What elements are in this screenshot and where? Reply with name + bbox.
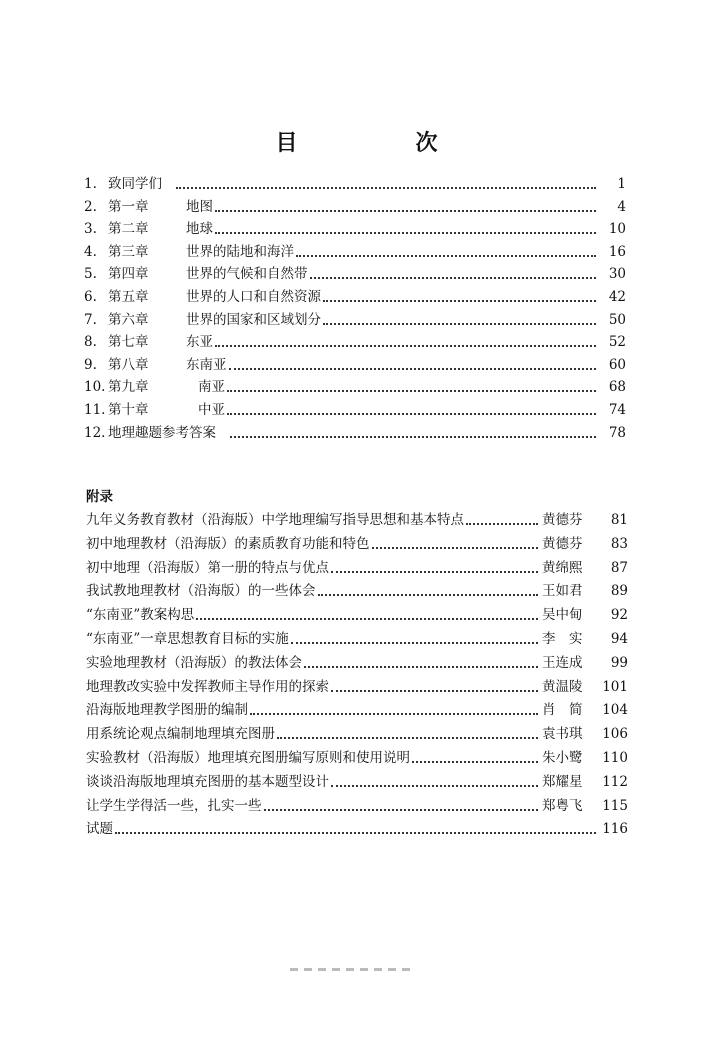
appendix-title: 谈谈沿海版地理填充图册的基本题型设计 bbox=[86, 773, 329, 790]
toc-chapter-name: 世界的人口和自然资源 bbox=[186, 289, 321, 305]
toc-row bbox=[84, 219, 626, 239]
toc-page-number: 10 bbox=[608, 221, 626, 238]
leader-dots bbox=[323, 300, 596, 302]
toc-row bbox=[84, 423, 626, 443]
toc-page-number: 1 bbox=[617, 176, 626, 192]
leader-dots bbox=[296, 255, 596, 257]
toc-chapter: 第一章 bbox=[108, 198, 149, 215]
toc-page-number: 52 bbox=[608, 334, 626, 351]
toc-row bbox=[84, 197, 626, 217]
appendix-title: 地理教改实验中发挥教师主导作用的探索 bbox=[86, 678, 329, 695]
appendix-author: 李 实 bbox=[542, 631, 583, 647]
appendix-title: 九年义务教育教材（沿海版）中学地理编写指导思想和基本特点 bbox=[86, 512, 464, 528]
toc-entry bbox=[84, 423, 228, 443]
leader-dots bbox=[372, 547, 539, 549]
toc-chapter-name: 南亚 bbox=[198, 379, 225, 396]
appendix-title: 用系统论观点编制地理填充图册 bbox=[86, 726, 275, 743]
appendix-page-number: 94 bbox=[610, 631, 628, 647]
appendix-row bbox=[86, 700, 628, 720]
appendix-page-number: 116 bbox=[602, 821, 628, 838]
toc-chapter: 第九章 bbox=[108, 379, 149, 396]
appendix-title: 沿海版地理教学图册的编制 bbox=[86, 702, 248, 719]
appendix-row bbox=[86, 534, 628, 554]
toc-number: 6. bbox=[84, 289, 97, 305]
toc-chapter: 第二章 bbox=[108, 221, 149, 238]
toc-chapter-name: 世界的气候和自然带 bbox=[186, 266, 308, 283]
toc-entry bbox=[84, 355, 227, 375]
leader-dots bbox=[229, 368, 597, 370]
toc-row bbox=[84, 310, 626, 330]
appendix-author: 朱小鹭 bbox=[542, 750, 583, 766]
leader-dots bbox=[331, 571, 538, 573]
toc-number: 3. bbox=[84, 221, 97, 238]
toc-chapter: 第六章 bbox=[108, 311, 149, 328]
appendix-title: 我试教地理教材（沿海版）的一些体会 bbox=[86, 583, 316, 600]
toc-chapter-name: 中亚 bbox=[198, 402, 225, 418]
appendix-row bbox=[86, 605, 628, 625]
toc-number: 8. bbox=[84, 334, 97, 351]
toc-number: 4. bbox=[84, 243, 97, 260]
toc-row bbox=[84, 355, 626, 375]
toc-entry bbox=[84, 242, 294, 262]
appendix-author: 黄德芬 bbox=[542, 512, 583, 528]
leader-dots bbox=[215, 345, 596, 347]
appendix-title: “东南亚”一章思想教育目标的实施 bbox=[86, 631, 289, 647]
leader-dots bbox=[277, 737, 538, 739]
toc-number: 2. bbox=[84, 198, 97, 215]
toc-row bbox=[84, 287, 626, 307]
toc-row bbox=[84, 174, 626, 194]
leader-dots bbox=[196, 618, 538, 620]
toc-entry bbox=[84, 219, 213, 239]
toc-page-number: 42 bbox=[608, 289, 626, 305]
appendix-author: 黄德芬 bbox=[542, 535, 583, 552]
leader-dots bbox=[291, 642, 538, 644]
appendix-title: 让学生学得活一些，扎实一些 bbox=[86, 797, 262, 814]
appendix-author: 肖 简 bbox=[542, 702, 583, 719]
toc-row bbox=[84, 264, 626, 284]
toc-chapter: 地理趣题参考答案 bbox=[108, 424, 216, 441]
toc-row bbox=[84, 400, 626, 420]
leader-dots bbox=[176, 187, 596, 189]
appendix-author: 王如君 bbox=[542, 583, 583, 600]
toc-entry bbox=[84, 264, 308, 284]
appendix-row bbox=[86, 653, 628, 673]
appendix-page-number: 112 bbox=[602, 773, 628, 790]
appendix-author: 黄绵熙 bbox=[542, 559, 583, 576]
toc-entry bbox=[84, 400, 225, 420]
toc-page-number: 60 bbox=[608, 356, 626, 373]
leader-dots bbox=[264, 809, 539, 811]
leader-dots bbox=[230, 436, 596, 438]
appendix-row bbox=[86, 677, 628, 697]
appendix-row bbox=[86, 629, 628, 649]
toc-page-number: 68 bbox=[608, 379, 626, 396]
appendix-author: 郑耀星 bbox=[542, 773, 583, 790]
leader-dots bbox=[227, 390, 596, 392]
toc-chapter-name: 世界的国家和区域划分 bbox=[186, 311, 321, 328]
toc-chapter: 第四章 bbox=[108, 266, 149, 283]
appendix-author: 郑粤飞 bbox=[542, 797, 583, 814]
toc-number: 12. bbox=[84, 424, 106, 441]
appendix-page-number: 89 bbox=[610, 583, 628, 600]
toc-chapter-name: 世界的陆地和海洋 bbox=[186, 243, 294, 260]
toc-chapter-name: 东南亚 bbox=[186, 356, 227, 373]
scan-smudge bbox=[290, 968, 410, 971]
appendix-page-number: 87 bbox=[610, 559, 628, 576]
toc-row bbox=[84, 377, 626, 397]
toc-entry bbox=[84, 377, 225, 397]
appendix-page-number: 92 bbox=[610, 607, 628, 624]
toc-number: 11. bbox=[84, 402, 106, 418]
leader-dots bbox=[466, 523, 538, 525]
toc-page-number: 30 bbox=[608, 266, 626, 283]
toc-page-number: 74 bbox=[608, 402, 626, 418]
toc-number: 7. bbox=[84, 311, 97, 328]
appendix-title: 初中地理（沿海版）第一册的特点与优点 bbox=[86, 559, 329, 576]
page-title: 目 次 bbox=[275, 131, 486, 156]
toc-chapter-name: 东亚 bbox=[186, 334, 213, 351]
leader-dots bbox=[115, 832, 596, 834]
appendix-title: 初中地理教材（沿海版）的素质教育功能和特色 bbox=[86, 535, 370, 552]
toc-entry bbox=[84, 174, 174, 194]
toc-chapter-name: 地图 bbox=[186, 198, 213, 215]
toc-entry bbox=[84, 287, 321, 307]
appendix-title: 试题 bbox=[86, 821, 113, 838]
appendix-row bbox=[86, 510, 628, 530]
toc-row bbox=[84, 332, 626, 352]
leader-dots bbox=[227, 413, 596, 415]
leader-dots bbox=[331, 785, 538, 787]
toc-chapter-name: 地球 bbox=[186, 221, 213, 238]
toc-chapter: 第十章 bbox=[108, 402, 149, 418]
appendix-page-number: 83 bbox=[610, 535, 628, 552]
appendix-heading: 附录 bbox=[86, 489, 113, 505]
appendix-row bbox=[86, 819, 628, 839]
toc-chapter: 第五章 bbox=[108, 289, 149, 305]
toc-number: 1. bbox=[84, 176, 97, 192]
leader-dots bbox=[318, 594, 539, 596]
toc-page-number: 78 bbox=[608, 424, 626, 441]
toc-entry bbox=[84, 197, 213, 217]
toc-entry bbox=[84, 310, 321, 330]
appendix-row bbox=[86, 558, 628, 578]
appendix-row bbox=[86, 581, 628, 601]
toc-page-number: 50 bbox=[608, 311, 626, 328]
leader-dots bbox=[323, 323, 596, 325]
appendix-author: 袁书琪 bbox=[542, 726, 583, 743]
appendix-page-number: 110 bbox=[602, 750, 628, 766]
leader-dots bbox=[412, 761, 538, 763]
appendix-page-number: 99 bbox=[610, 654, 628, 671]
toc-number: 10. bbox=[84, 379, 106, 396]
appendix-row bbox=[86, 772, 628, 792]
appendix-page-number: 81 bbox=[610, 512, 628, 528]
leader-dots bbox=[310, 277, 597, 279]
toc-number: 9. bbox=[84, 356, 97, 373]
appendix-author: 王连成 bbox=[542, 654, 583, 671]
appendix-page-number: 106 bbox=[602, 726, 628, 743]
toc-page-number: 16 bbox=[608, 243, 626, 260]
appendix-title: “东南亚”教案构思 bbox=[86, 607, 195, 624]
toc-chapter: 第七章 bbox=[108, 334, 149, 351]
appendix-page-number: 104 bbox=[602, 702, 628, 719]
appendix-row bbox=[86, 796, 628, 816]
leader-dots bbox=[215, 232, 596, 234]
toc-row bbox=[84, 242, 626, 262]
appendix-page-number: 101 bbox=[602, 678, 628, 695]
appendix-title: 实验地理教材（沿海版）的教法体会 bbox=[86, 654, 302, 671]
toc-chapter: 第八章 bbox=[108, 356, 149, 373]
toc-entry bbox=[84, 332, 213, 352]
appendix-row bbox=[86, 748, 628, 768]
toc-chapter: 第三章 bbox=[108, 243, 149, 260]
appendix-author: 黄温陵 bbox=[542, 678, 583, 695]
appendix-title: 实验教材（沿海版）地理填充图册编写原则和使用说明 bbox=[86, 750, 410, 766]
appendix-author: 吴中甸 bbox=[542, 607, 583, 624]
appendix-row bbox=[86, 724, 628, 744]
leader-dots bbox=[304, 666, 538, 668]
leader-dots bbox=[331, 690, 538, 692]
appendix-page-number: 115 bbox=[602, 797, 628, 814]
leader-dots bbox=[250, 713, 538, 715]
toc-number: 5. bbox=[84, 266, 97, 283]
leader-dots bbox=[215, 210, 596, 212]
toc-page-number: 4 bbox=[617, 198, 626, 215]
toc-chapter: 致同学们 bbox=[108, 176, 162, 192]
